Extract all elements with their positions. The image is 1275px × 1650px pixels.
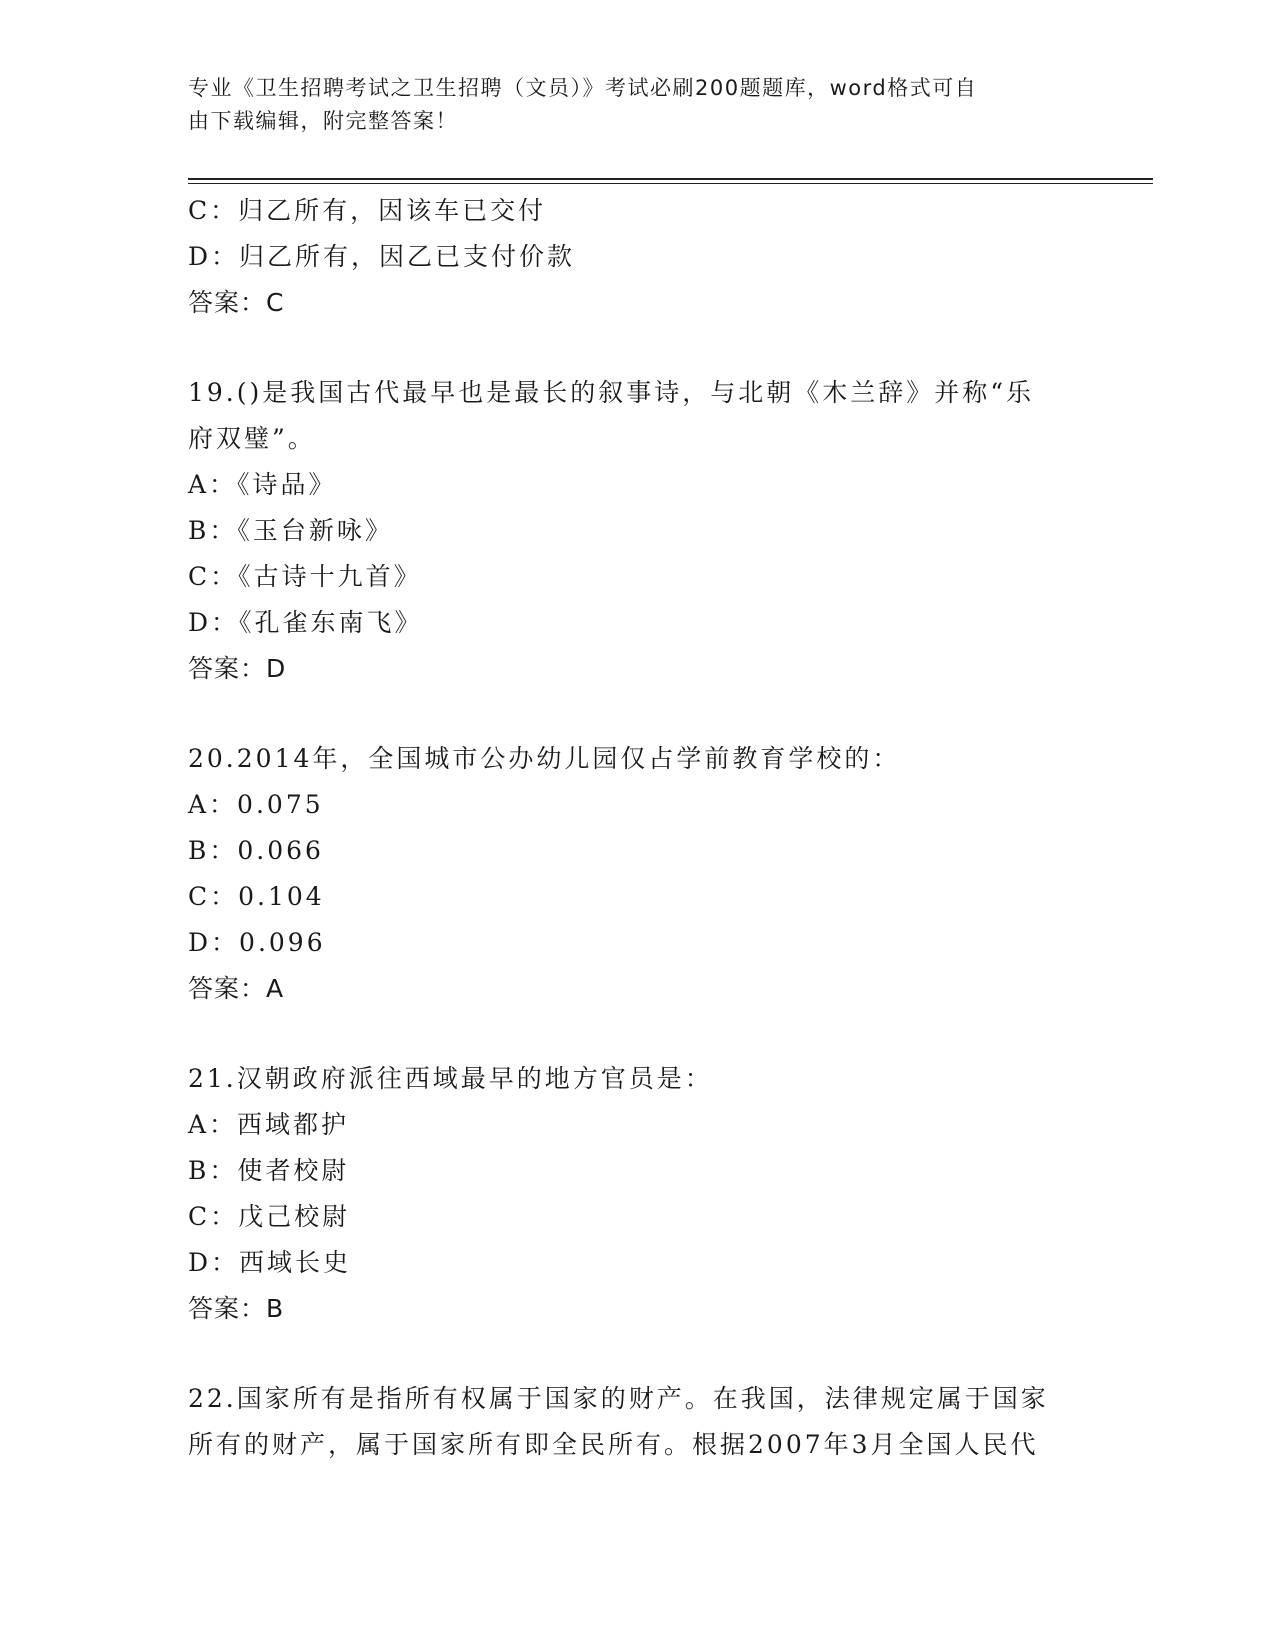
header-line-2: 由下载编辑，附完整答案！: [188, 109, 458, 133]
question-19: [188, 370, 1088, 692]
question-21: [188, 1056, 1088, 1332]
option-c: C：归乙所有，因该车已交付: [188, 196, 547, 225]
spacer: [188, 692, 1088, 736]
question-20: [188, 736, 1088, 1012]
option-d: D：西域长史: [188, 1248, 352, 1277]
question-18: [188, 188, 1088, 326]
option-b: B：《玉台新咏》: [188, 516, 393, 545]
question-22: [188, 1376, 1088, 1468]
option-b: B：0.066: [188, 836, 324, 865]
answer: 答案：B: [188, 1294, 285, 1323]
option-c: C：0.104: [188, 882, 325, 911]
question-stem-line-2: 府双璧”。: [188, 424, 316, 453]
question-stem: 21.汉朝政府派往西域最早的地方官员是：: [188, 1064, 713, 1093]
option-c: C：《古诗十九首》: [188, 562, 422, 591]
question-stem: 20.2014年，全国城市公办幼儿园仅占学前教育学校的：: [188, 744, 901, 773]
question-stem-line-1: 19.()是我国古代最早也是最长的叙事诗，与北朝《木兰辞》并称“乐: [188, 378, 1035, 407]
option-d: D：0.096: [188, 928, 326, 957]
option-a: A：《诗品》: [188, 470, 337, 499]
option-a: A：0.075: [188, 790, 324, 819]
header-divider: [188, 178, 1153, 184]
answer: 答案：C: [188, 288, 285, 317]
document-header: [188, 72, 1068, 138]
option-c: C：戊己校尉: [188, 1202, 351, 1231]
option-d: D：《孔雀东南飞》: [188, 608, 423, 637]
option-a: A：西域都护: [188, 1110, 350, 1139]
option-d: D：归乙所有，因乙已支付价款: [188, 242, 576, 271]
option-b: B：使者校尉: [188, 1156, 350, 1185]
spacer: [188, 326, 1088, 370]
header-line-1: 专业《卫生招聘考试之卫生招聘（文员）》考试必刷200题题库，word格式可自: [188, 76, 978, 100]
answer: 答案：D: [188, 654, 287, 683]
question-stem-line-2: 所有的财产，属于国家所有即全民所有。根据2007年3月全国人民代: [188, 1430, 1039, 1459]
question-list: [188, 188, 1088, 1468]
spacer: [188, 1012, 1088, 1056]
question-stem-line-1: 22.国家所有是指所有权属于国家的财产。在我国，法律规定属于国家: [188, 1384, 1049, 1413]
answer: 答案：A: [188, 974, 285, 1003]
spacer: [188, 1332, 1088, 1376]
